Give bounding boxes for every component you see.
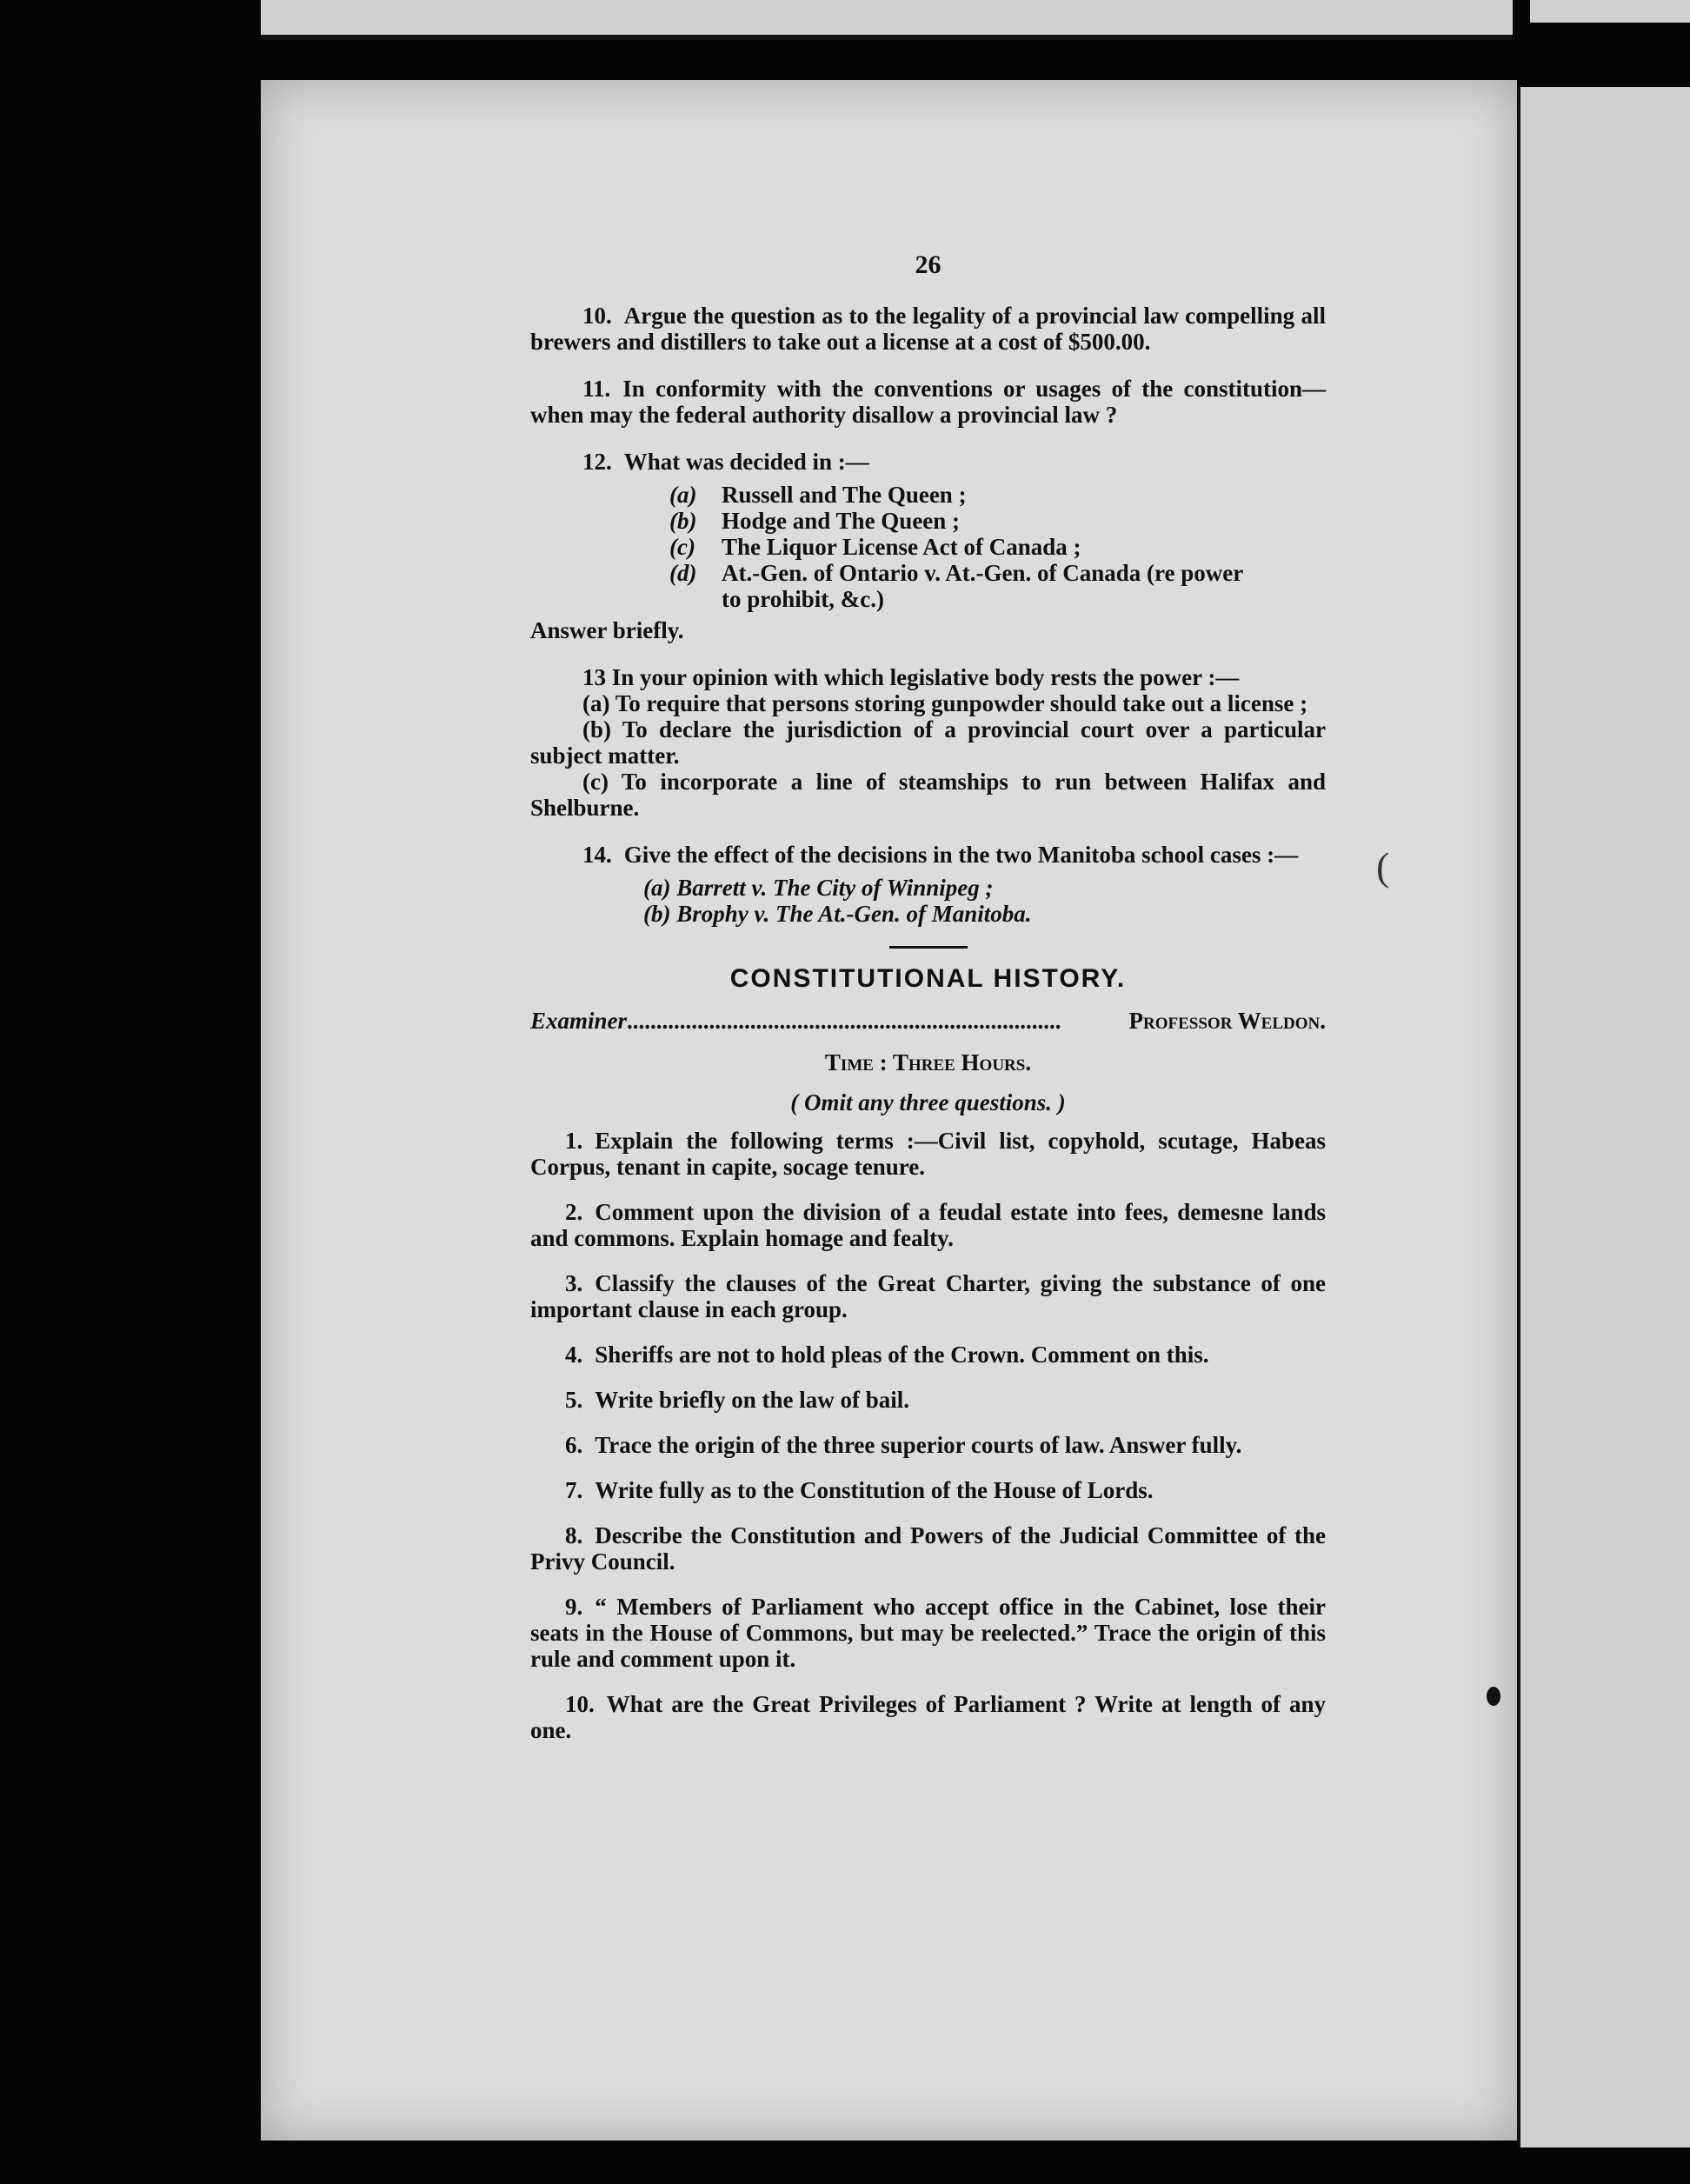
question-10 [530, 303, 1326, 355]
margin-pencil-mark: ( [1376, 844, 1390, 889]
question-text: “ Members of Parliament who accept office in the Cabinet, lose their seats in the House of Commons, but may be reelected.” Trace the origin of this rule and comment upon it. [530, 1594, 1326, 1672]
question-12 [530, 449, 1326, 475]
item-label: (a) [669, 482, 697, 508]
scan-top-strip-right [1530, 0, 1690, 23]
history-question-2 [530, 1199, 1326, 1251]
question-text: Describe the Constitution and Powers of the Judicial Committee of the Privy Council. [530, 1522, 1326, 1575]
question-text: Classify the clauses of the Great Charter, giving the substance of one important clause in each group. [530, 1270, 1326, 1322]
examiner-leader-dots: .......................................................................... [627, 1008, 1061, 1034]
item-label: (b) [669, 508, 697, 534]
history-question-1 [530, 1128, 1326, 1180]
examiner-name: Professor Weldon. [1128, 1008, 1326, 1034]
question-13-part-b: (b) To declare the jurisdiction of a provincial court over a particular subject matter. [530, 716, 1326, 769]
question-14-case-a: (a) Barrett v. The City of Winnipeg ; [643, 875, 994, 901]
question-number: 7. [565, 1477, 583, 1503]
question-text: In conformity with the conventions or usages of the constitution—when may the federal authority disallow a provincial law ? [530, 376, 1326, 428]
item-text: Hodge and The Queen ; [722, 508, 961, 534]
question-number: 3. [565, 1270, 583, 1296]
question-number: 6. [565, 1432, 583, 1458]
question-number: 9. [565, 1594, 583, 1620]
item-text: Russell and The Queen ; [722, 482, 967, 508]
question-number: 12. [582, 449, 612, 475]
history-question-7 [530, 1477, 1326, 1503]
page-number: 26 [915, 250, 941, 279]
question-14-case-b: (b) Brophy v. The At.-Gen. of Manitoba. [643, 901, 1032, 927]
history-question-9 [530, 1594, 1326, 1672]
question-text: What are the Great Privileges of Parliament ? Write at length of any one. [530, 1691, 1326, 1743]
question-text: Argue the question as to the legality of a provincial law compelling all brewers and distillers to take out a license at a cost of $500.00. [530, 303, 1326, 355]
question-12-answer-instruction: Answer briefly. [530, 617, 684, 643]
question-number: 10. [565, 1691, 595, 1717]
question-12-item-a [669, 482, 1326, 508]
question-12-item-c [669, 534, 1326, 560]
item-text: The Liquor License Act of Canada ; [722, 534, 1081, 560]
section-title: CONSTITUTIONAL HISTORY. [729, 964, 1127, 993]
question-number: 1. [565, 1128, 583, 1154]
examiner-label: Examiner [530, 1008, 628, 1034]
question-number: 14. [582, 842, 612, 868]
section-divider [889, 946, 968, 949]
adjacent-page-edge [1517, 87, 1690, 2147]
question-13-part-c: (c) To incorporate a line of steamships to run between Halifax and Shelburne. [530, 769, 1326, 821]
question-text: Give the effect of the decisions in the two Manitoba school cases :— [623, 842, 1299, 868]
question-text: Write briefly on the law of bail. [595, 1387, 909, 1413]
question-text: What was decided in :— [623, 449, 869, 475]
scan-top-strip-left [261, 0, 1513, 40]
question-11 [530, 376, 1326, 428]
question-12-item-d [669, 560, 1326, 586]
question-12-item-d-continuation: to prohibit, &c.) [722, 586, 884, 612]
time-allowed: Time : Three Hours. [824, 1049, 1032, 1075]
item-label: (d) [669, 560, 697, 586]
question-text: Trace the origin of the three superior courts of law. Answer fully. [595, 1432, 1242, 1458]
history-question-5 [530, 1387, 1326, 1413]
history-question-10 [530, 1691, 1326, 1743]
question-14 [530, 842, 1326, 868]
question-13 [530, 664, 1326, 821]
question-13-intro: 13 In your opinion with which legislative body rests the power :— [582, 664, 1240, 690]
history-question-6 [530, 1432, 1326, 1458]
question-number: 4. [565, 1342, 583, 1368]
question-text: Comment upon the division of a feudal estate into fees, demesne lands and commons. Explain homage and fealty. [530, 1199, 1326, 1251]
question-number: 2. [565, 1199, 583, 1225]
item-text: At.-Gen. of Ontario v. At.-Gen. of Canada (re power [722, 560, 1244, 586]
question-number: 10. [582, 303, 612, 329]
question-text: Write fully as to the Constitution of the House of Lords. [595, 1477, 1154, 1503]
omit-instruction: ( Omit any three questions. ) [790, 1089, 1066, 1115]
history-question-4 [530, 1342, 1326, 1368]
page-content [530, 252, 1326, 1762]
history-question-3 [530, 1270, 1326, 1322]
question-number: 5. [565, 1387, 583, 1413]
margin-ink-blot [1487, 1687, 1500, 1706]
examiner-line [530, 1008, 1326, 1034]
question-number: 11. [582, 376, 611, 402]
question-text: Sheriffs are not to hold pleas of the Crown. Comment on this. [595, 1342, 1209, 1368]
question-12-item-b [669, 508, 1326, 534]
question-number: 8. [565, 1522, 583, 1548]
history-question-8 [530, 1522, 1326, 1575]
question-text: Explain the following terms :—Civil list, copyhold, scutage, Habeas Corpus, tenant in capite, socage tenure. [530, 1128, 1326, 1180]
question-13-part-a: (a) To require that persons storing gunpowder should take out a license ; [582, 690, 1308, 716]
item-label: (c) [669, 534, 695, 560]
